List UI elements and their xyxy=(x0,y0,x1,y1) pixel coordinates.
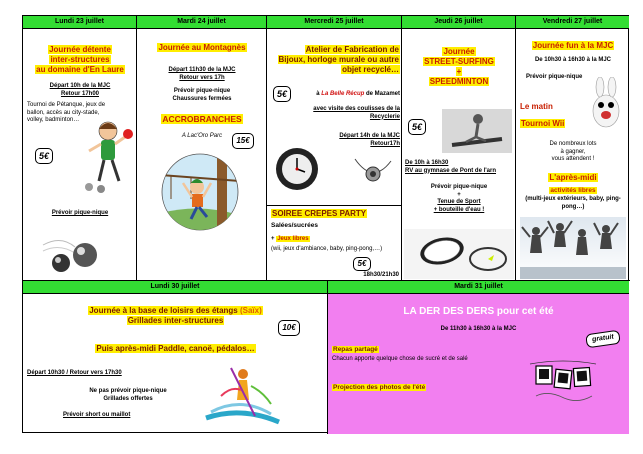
rabbid-image xyxy=(584,77,628,131)
cell-wed25 xyxy=(267,29,402,206)
wed25-place: à La Belle Récup de Mazamet xyxy=(316,91,400,97)
cell-thu26 xyxy=(402,29,516,281)
fri27-activites: activités libres xyxy=(550,187,596,194)
fri27-aprem: L'après-midi xyxy=(549,173,597,182)
soiree-jeux: + Jeux libres xyxy=(271,236,309,242)
soiree-title: SOIREE CREPES PARTY xyxy=(272,209,367,218)
thu26-prevoir: Prévoir pique-nique + Tenue de Sport + bouteille d'eau ! xyxy=(430,184,488,213)
cell-tue31 xyxy=(328,294,629,434)
day-header-mon30: Lundi 30 juillet xyxy=(23,281,328,294)
mon30-notes: Ne pas prévoir pique-nique Grillades offertes xyxy=(89,388,167,402)
fri27-activites-detail: (multi-jeux extérieurs, baby, ping-pong…) xyxy=(525,196,621,210)
mon23-title: Journée détente inter-structures au domaine d'En Laure xyxy=(36,45,124,74)
speedminton-image xyxy=(404,229,514,279)
paddle-image xyxy=(201,366,281,430)
fri27-prevoir: Prévoir pique-nique xyxy=(526,74,583,80)
day-header-tue31: Mardi 31 juillet xyxy=(328,281,629,294)
fri27-tournoi: Tournoi Wii xyxy=(521,119,565,128)
mon30-title: Journée à la base de loisirs des étangs (Saïx) Grillades inter-structures xyxy=(89,306,262,325)
wed25-schedule: Départ 14h de la MJC Retour17h xyxy=(339,133,400,147)
tue24-schedule: Départ 11h30 de la MJC Retour vers 17h xyxy=(168,67,236,81)
day-header-tue24: Mardi 24 juillet xyxy=(137,16,267,29)
tue31-time: De 11h30 à 16h30 à la MJC xyxy=(440,326,517,332)
fri27-matin: Le matin xyxy=(520,102,553,111)
jumping-people-image xyxy=(520,217,626,279)
mon30-puis: Puis après-midi Paddle, canoë, pédalos… xyxy=(96,344,255,353)
cell-fri27 xyxy=(516,29,630,281)
wed25-title: Atelier de Fabrication de Bijoux, horloge murale ou autre objet recyclé… xyxy=(278,45,399,74)
wed25-visit: avec visite des coulisses de la Recyclerie xyxy=(313,106,400,120)
mon23-schedule: Départ 10h de la MJC Retour 17h00 xyxy=(49,83,111,97)
price-badge: 5€ xyxy=(353,257,371,271)
recycled-jewelry-image xyxy=(351,155,395,185)
tue24-prevoir: Prévoir pique-nique Chaussures fermées xyxy=(172,88,232,102)
program-sheet xyxy=(22,15,629,433)
day-header-mon23: Lundi 23 juillet xyxy=(23,16,137,29)
fri27-lots: De nombreux lots à gagner, vous attendent ! xyxy=(549,141,597,162)
photo-frames-image xyxy=(528,356,598,408)
mon30-schedule: Départ 10h30 / Retour vers 17h30 xyxy=(27,370,122,376)
thu26-schedule: De 10h à 16h30 RV au gymnase de Pont de l'arn xyxy=(405,160,497,174)
fri27-title: Journée fun à la MJC xyxy=(532,41,614,50)
tue24-activity: ACCROBRANCHES xyxy=(162,114,242,124)
petanque-balls-image xyxy=(41,225,103,277)
tue24-place: A Lac'Oro Parc xyxy=(181,133,223,139)
day-header-wed25: Mercredi 25 juillet xyxy=(267,16,402,29)
price-badge: 5€ xyxy=(273,86,291,102)
cell-wed25-soiree xyxy=(267,206,402,281)
mon23-activities: Tournoi de Pétanque, jeux de ballon, accès au city-stade, volley, badminton… xyxy=(27,102,106,123)
accrobranche-image xyxy=(161,153,239,231)
gratuit-badge: gratuit xyxy=(585,330,621,349)
mon23-note: Prévoir pique-nique xyxy=(51,210,109,216)
streetsurf-image xyxy=(442,109,512,153)
tue31-repas-detail: Chacun apporte quelque chose de sucré et de salé xyxy=(332,356,468,362)
soiree-sub: Salées/sucrées xyxy=(271,222,318,229)
thu26-title: Journée STREET-SURFING + SPEEDMINTON xyxy=(424,47,494,86)
fri27-time: De 10h30 à 16h30 à la MJC xyxy=(534,57,612,63)
cell-tue24 xyxy=(137,29,267,281)
tue31-projection: Projection des photos de l'été xyxy=(333,384,426,391)
cell-mon23 xyxy=(23,29,137,281)
price-badge: 5€ xyxy=(35,148,53,164)
day-header-thu26: Jeudi 26 juillet xyxy=(402,16,516,29)
soiree-jeux-detail: (wii, jeux d'ambiance, baby, ping-pong,…) xyxy=(271,246,383,252)
petanque-character-image xyxy=(81,117,135,195)
day-header-fri27: Vendredi 27 juillet xyxy=(516,16,629,29)
tue31-title: LA DER DES DERS pour cet été xyxy=(403,306,554,317)
soiree-time: 18h30/21h30 xyxy=(363,272,399,278)
price-badge: 10€ xyxy=(278,320,300,336)
recycled-clock-image xyxy=(273,145,321,193)
tue24-title: Journée au Montagnès xyxy=(158,43,246,52)
mon30-note3: Prévoir short ou maillot xyxy=(63,412,131,418)
price-badge: 15€ xyxy=(232,133,254,149)
tue31-repas: Repas partagé xyxy=(333,346,378,353)
cell-mon30 xyxy=(23,294,328,434)
price-badge: 5€ xyxy=(408,119,426,135)
